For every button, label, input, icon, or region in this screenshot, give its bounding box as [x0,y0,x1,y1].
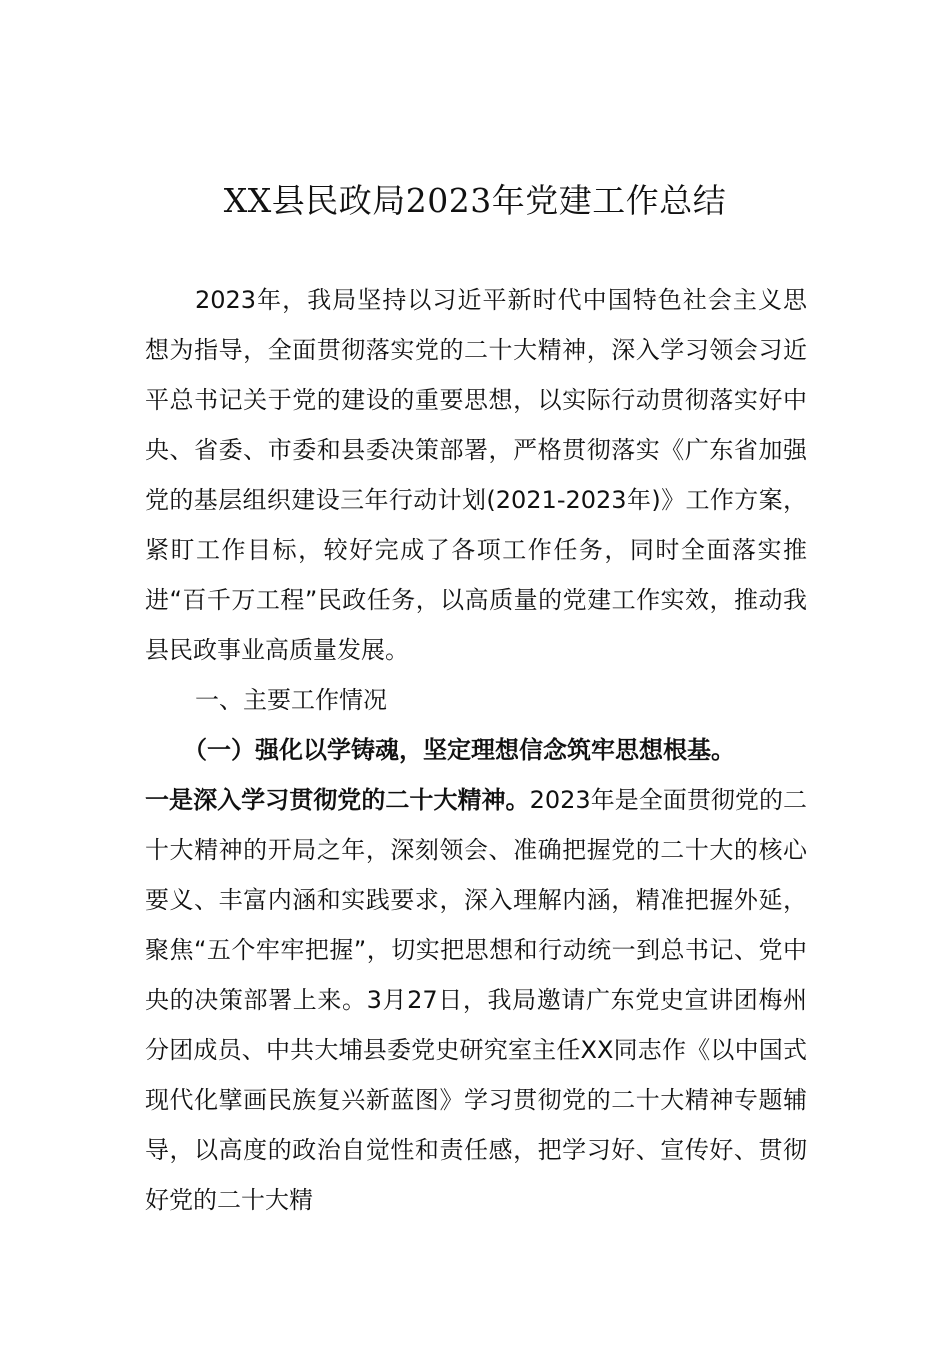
point-one-body: 2023年是全面贯彻党的二十大精神的开局之年，深刻领会、准确把握党的二十大的核心要义、丰富内涵和实践要求，深入理解内涵，精准把握外延，聚焦“五个牢牢把握”，切实把思想和行动统一到总书记、党中央的决策部署上来。3月27日，我局邀请广东党史宣讲团梅州分团成员、中共大埔县委党史研究室主任XX同志作《以中国式现代化擘画民族复兴新蓝图》学习贯彻党的二十大精神专题辅导，以高度的政治自觉性和责任感，把学习好、宣传好、贯彻好党的二十大精 [145,786,808,1214]
document-title: XX县民政局2023年党建工作总结 [223,181,727,220]
subsection-heading: （一）强化以学铸魂，坚定理想信念筑牢思想根基。 [183,736,735,764]
point-one-paragraph [145,775,807,1225]
point-one-lead: 一是深入学习贯彻党的二十大精神。 [145,786,530,814]
intro-paragraph: 2023年，我局坚持以习近平新时代中国特色社会主义思想为指导，全面贯彻落实党的二十大精神，深入学习领会习近平总书记关于党的建设的重要思想，以实际行动贯彻落实好中央、省委、市委和县委决策部署，严格贯彻落实《广东省加强党的基层组织建设三年行动计划(2021-2023年)》工作方案，紧盯工作目标，较好完成了各项工作任务，同时全面落实推进“百千万工程”民政任务，以高质量的党建工作实效，推动我县民政事业高质量发展。 [145,286,807,664]
section-heading: 一、主要工作情况 [195,686,387,714]
